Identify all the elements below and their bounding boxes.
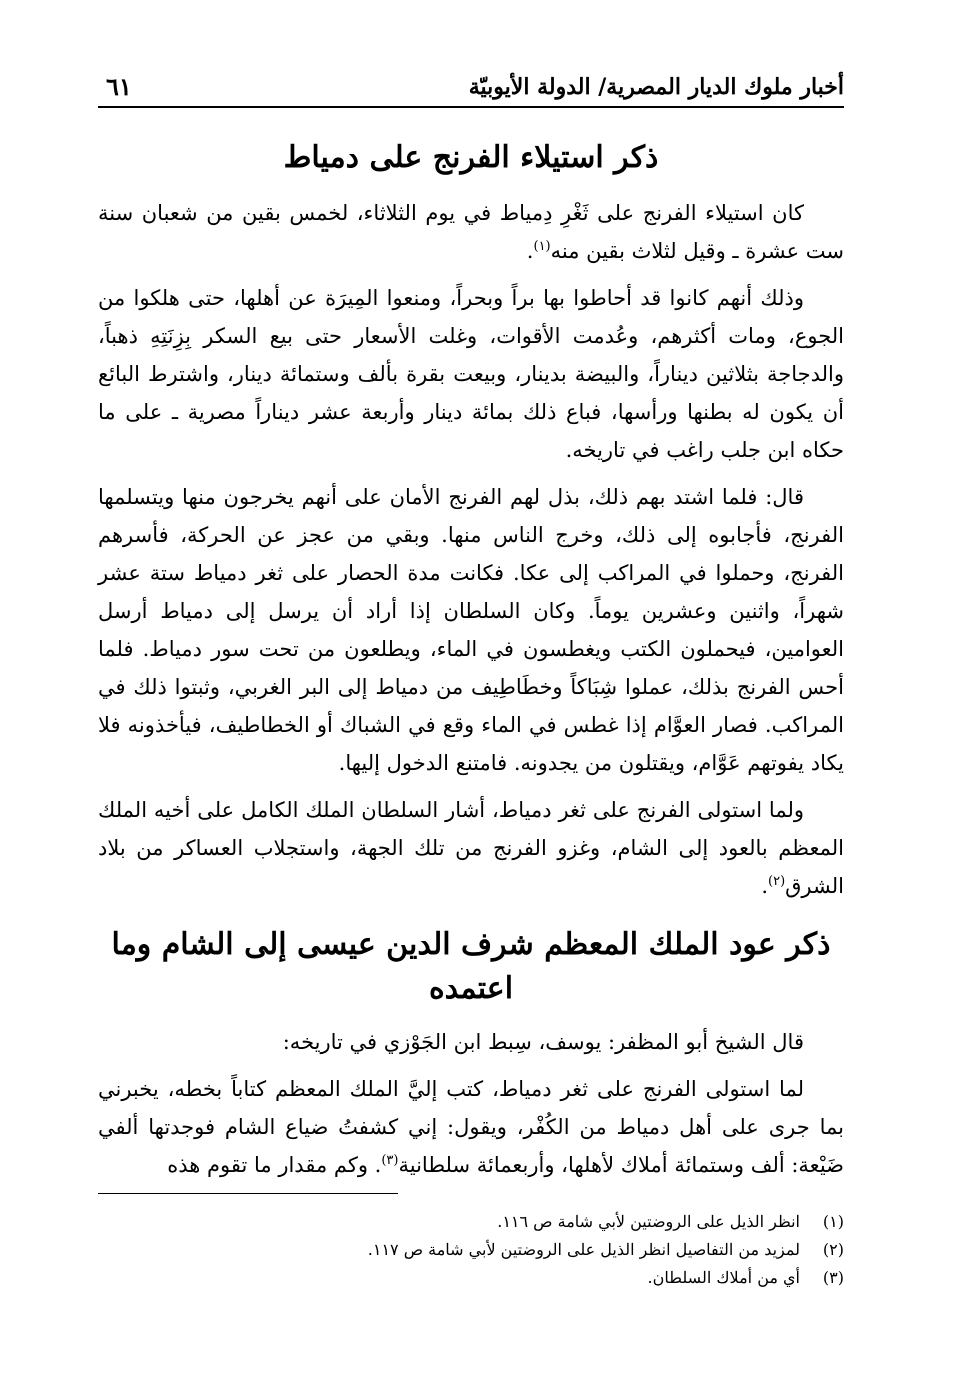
footnote xyxy=(98,1264,844,1292)
paragraph-text: ولما استولى الفرنج على ثغر دمياط، أشار السلطان الملك الكامل على أخيه الملك المعظم بالعود إلى الشام، وغزو الفرنج من تلك الجهة، واستجلاب العساكر من بلاد الشرق xyxy=(98,798,844,898)
footnote-text: انظر الذيل على الروضتين لأبي شامة ص ١١٦. xyxy=(497,1212,800,1231)
footnote-number: (١) xyxy=(822,1212,844,1231)
footnote-number: (٢) xyxy=(822,1240,844,1259)
section-heading-muazzam-return: ذكر عود الملك المعظم شرف الدين عيسى إلى الشام وما اعتمده xyxy=(111,927,831,1006)
footnote-text: لمزيد من التفاصيل انظر الذيل على الروضتين لأبي شامة ص ١١٧. xyxy=(367,1240,800,1259)
footnote-number: (٣) xyxy=(822,1268,844,1287)
paragraph xyxy=(98,791,844,905)
book-page xyxy=(98,64,844,1292)
paragraph-text-end: . وكم مقدار ما تقوم هذه xyxy=(167,1153,382,1177)
footnote-ref: (٣) xyxy=(381,1153,399,1168)
footnote-ref: (٢) xyxy=(768,874,786,889)
paragraph-text: كان استيلاء الفرنج على ثَغْرِ دِمياط في يوم الثلاثاء، لخمس بقين من شعبان سنة ست عشرة ـ وقيل لثلاث بقين منه xyxy=(98,201,844,263)
paragraph xyxy=(98,194,844,270)
running-header xyxy=(98,64,844,108)
footnote xyxy=(98,1208,844,1236)
footnote-divider xyxy=(98,1193,398,1194)
footnote xyxy=(98,1236,844,1264)
paragraph xyxy=(98,1070,844,1184)
footnote-text: أي من أملاك السلطان. xyxy=(647,1268,800,1287)
footnote-ref: (١) xyxy=(533,239,551,254)
page-number: ٦١ xyxy=(106,72,132,101)
paragraph-text: لما استولى الفرنج على ثغر دمياط، كتب إليَّ الملك المعظم كتاباً بخطه، يخبرني بما جرى على أهل دمياط من الكُفْر، ويقول: إني كشفتُ ضياع الشام فوجدتها ألفي ضَيْعة: ألف وستمائة أملاك لأهلها، وأربعمائة سلطانية xyxy=(98,1077,844,1177)
paragraph-text-end: . xyxy=(526,239,534,263)
running-title: أخبار ملوك الديار المصرية/ الدولة الأيوبيّة xyxy=(468,74,844,100)
paragraph: وذلك أنهم كانوا قد أحاطوا بها براً وبحراً، ومنعوا المِيرَة عن أهلها، حتى هلكوا من الجوع، ومات أكثرهم، وعُدمت الأقوات، وغلت الأسعار حتى بيع السكر بِزِنَتِهِ ذهباً، والدجاجة بثلاثين ديناراً، والبيضة بدينار، وبيعت بقرة بألف وستمائة دينار، واشترط البائع أن يكون له بطنها ورأسها، فباع ذلك بمائة دينار وأربعة عشر ديناراً مصرية ـ على ما حكاه ابن جلب راغب في تاريخه. xyxy=(98,286,844,462)
paragraph-text-end: . xyxy=(761,874,768,898)
footnotes xyxy=(98,1208,844,1292)
section-heading-damietta: ذكر استيلاء الفرنج على دمياط xyxy=(283,140,659,175)
paragraph: قال الشيخ أبو المظفر: يوسف، سِبط ابن الجَوْزي في تاريخه: xyxy=(282,1030,804,1054)
paragraph: قال: فلما اشتد بهم ذلك، بذل لهم الفرنج الأمان على أنهم يخرجون منها ويتسلمها الفرنج، فأجابوه إلى ذلك، وخرج الناس منها. وبقي من عجز عن الحركة، فأسرهم الفرنج، وحملوا في المراكب إلى عكا. فكانت مدة الحصار على ثغر دمياط ستة عشر شهراً، واثنين وعشرين يوماً. وكان السلطان إذا أراد أن يرسل إلى دمياط أرسل العوامين، فيحملون الكتب ويغطسون في الماء، ويطلعون من تحت سور دمياط. فلما أحس الفرنج بذلك، عملوا شِبَاكاً وخطَاطِيف من دمياط إلى البر الغربي، وثبتوا ذلك في المراكب. فصار العوَّام إذا غطس في الماء وقع في الشباك أو الخطاطيف، فيأخذونه فلا يكاد يفوتهم عَوَّام، ويقتلون من يجدونه. فامتنع الدخول إليها. xyxy=(98,485,844,775)
